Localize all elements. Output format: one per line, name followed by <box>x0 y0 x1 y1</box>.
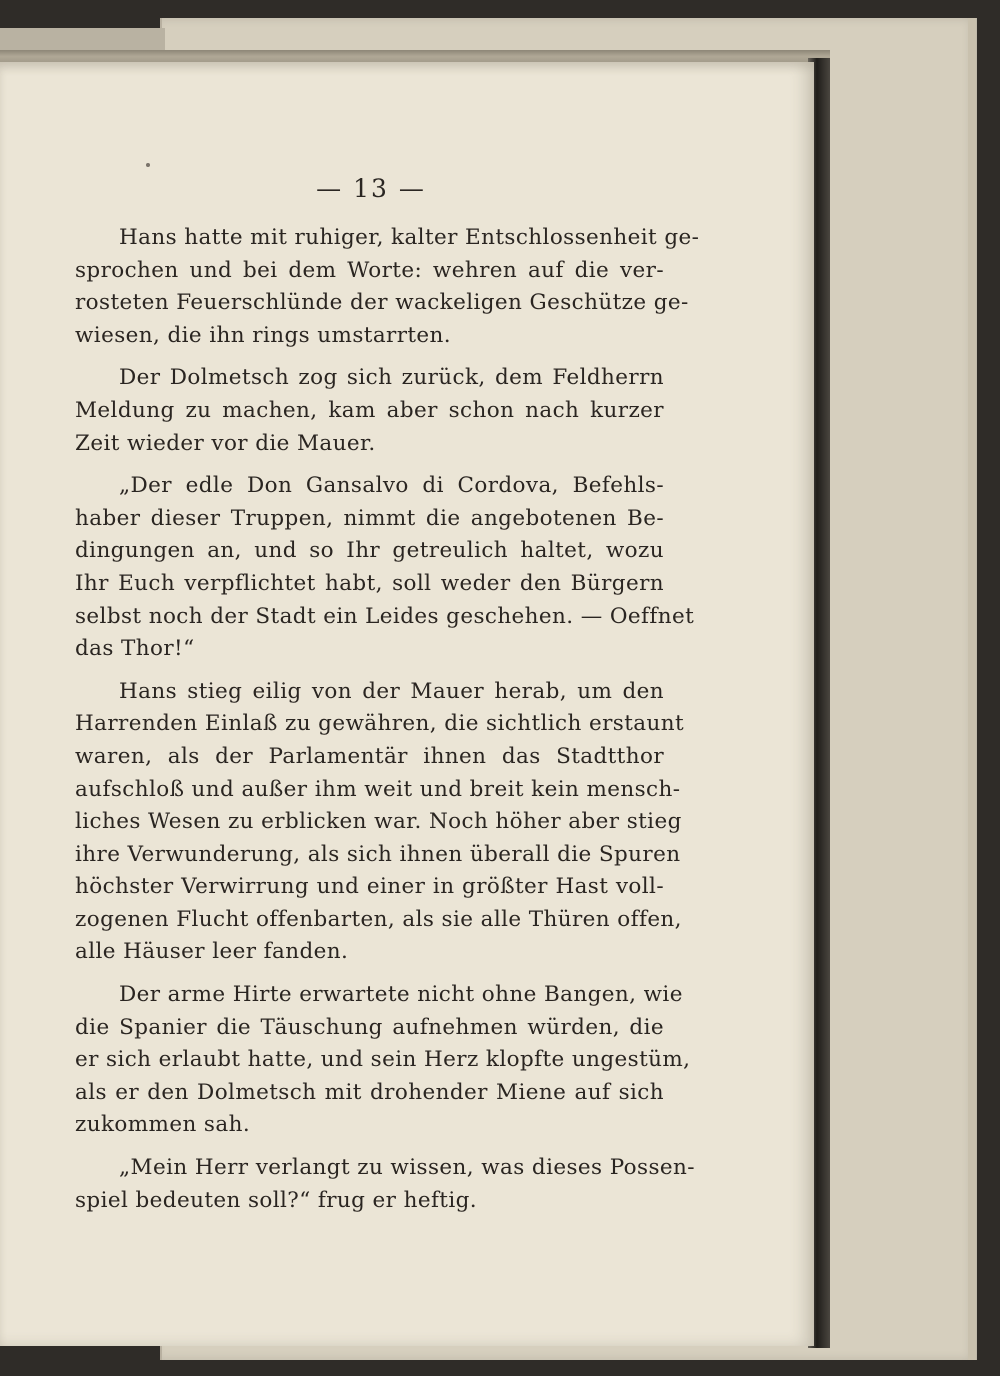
text-line: Zeit wieder vor die Mauer. <box>75 430 376 456</box>
text-line: die Spanier die Täuschung aufnehmen würden, die <box>75 1014 664 1040</box>
page-text <box>75 222 700 1217</box>
paragraph-2 <box>75 362 664 460</box>
text-line: Der Dolmetsch zog sich zurück, dem Feldherrn <box>119 365 664 391</box>
text-line: höchster Verwirrung und einer in größter Hast voll- <box>75 874 664 900</box>
text-line: als er den Dolmetsch mit drohender Miene auf sich <box>75 1079 664 1105</box>
text-line: er sich erlaubt hatte, und sein Herz klopfte ungestüm, <box>75 1047 691 1073</box>
text-line: Meldung zu machen, kam aber schon nach kurzer <box>75 397 664 423</box>
book-page <box>0 62 814 1346</box>
text-line: spiel bedeuten soll?“ frug er heftig. <box>75 1187 478 1213</box>
text-line: Ihr Euch verpflichtet habt, soll weder den Bürgern <box>75 570 664 596</box>
text-line: wiesen, die ihn rings umstarrten. <box>75 322 452 348</box>
text-line: dingungen an, und so Ihr getreulich haltet, wozu <box>75 538 664 564</box>
text-line: waren, als der Parlamentär ihnen das Stadtthor <box>75 743 664 769</box>
text-line: liches Wesen zu erblicken war. Noch höher aber stieg <box>75 809 682 835</box>
paragraph-3 <box>75 470 695 666</box>
text-line: sprochen und bei dem Worte: wehren auf die ver- <box>75 257 664 283</box>
paragraph-5 <box>75 979 691 1142</box>
page-speck <box>146 163 150 167</box>
page-number: — 13 — <box>316 174 426 203</box>
text-line: das Thor!“ <box>75 636 195 662</box>
text-line: ihre Verwunderung, als sich ihnen überall die Spuren <box>75 841 681 867</box>
text-line: Hans stieg eilig von der Mauer herab, um den <box>119 678 664 704</box>
text-line: „Der edle Don Gansalvo di Cordova, Befehls- <box>119 473 664 499</box>
text-line: selbst noch der Stadt ein Leides geschehen. — Oeffnet <box>75 603 695 629</box>
paragraph-6 <box>75 1152 695 1217</box>
text-line: Der arme Hirte erwartete nicht ohne Bangen, wie <box>119 982 683 1008</box>
text-line: zogenen Flucht offenbarten, als sie alle Thüren offen, <box>75 906 682 932</box>
paragraph-4 <box>75 676 684 969</box>
text-line: „Mein Herr verlangt zu wissen, was dieses Possen- <box>119 1155 695 1181</box>
text-line: alle Häuser leer fanden. <box>75 939 349 965</box>
text-line: Harrenden Einlaß zu gewähren, die sichtlich erstaunt <box>75 711 684 737</box>
rear-cover-edge <box>968 18 976 1360</box>
text-line: Hans hatte mit ruhiger, kalter Entschlossenheit ge- <box>119 225 700 250</box>
text-line: haber dieser Truppen, nimmt die angebotenen Be- <box>75 505 664 531</box>
text-line: zukommen sah. <box>75 1112 251 1138</box>
paragraph-1 <box>75 222 700 352</box>
text-line: aufschloß und außer ihm weit und breit kein mensch- <box>75 776 681 802</box>
text-line: rosteten Feuerschlünde der wackeligen Geschütze ge- <box>75 290 689 316</box>
